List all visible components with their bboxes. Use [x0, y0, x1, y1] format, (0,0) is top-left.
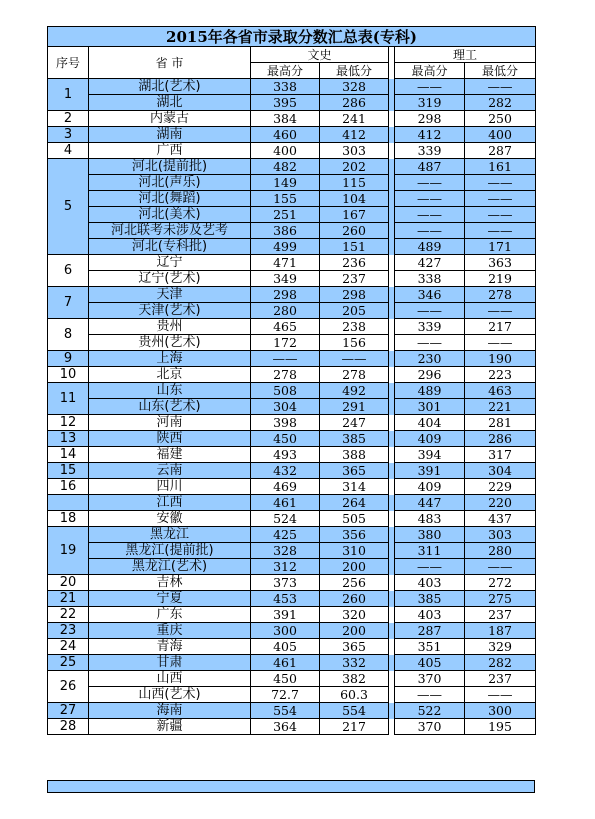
ligong-max: 385 — [395, 591, 465, 607]
wenshi-min: 238 — [320, 319, 389, 335]
table-body — [48, 79, 536, 735]
province-name: 江西 — [89, 495, 251, 511]
ligong-max: 394 — [395, 447, 465, 463]
province-name: 黑龙江 — [89, 527, 251, 543]
ligong-max: 409 — [395, 479, 465, 495]
wenshi-max: —— — [251, 351, 320, 367]
ligong-min: —— — [465, 175, 536, 191]
ligong-max: —— — [395, 335, 465, 351]
wenshi-max: 508 — [251, 383, 320, 399]
row-index: 6 — [48, 255, 89, 287]
wenshi-max: 278 — [251, 367, 320, 383]
ligong-max: 346 — [395, 287, 465, 303]
wenshi-max: 450 — [251, 431, 320, 447]
table-row — [48, 559, 536, 575]
ligong-min: —— — [465, 223, 536, 239]
row-index: 14 — [48, 447, 89, 463]
header-ligong: 理工 — [395, 47, 536, 63]
table-row — [48, 159, 536, 175]
wenshi-max: 524 — [251, 511, 320, 527]
wenshi-min: 388 — [320, 447, 389, 463]
wenshi-max: 398 — [251, 415, 320, 431]
wenshi-max: 425 — [251, 527, 320, 543]
wenshi-min: 256 — [320, 575, 389, 591]
ligong-min: —— — [465, 335, 536, 351]
wenshi-min: 202 — [320, 159, 389, 175]
table-row — [48, 335, 536, 351]
wenshi-min: 260 — [320, 591, 389, 607]
wenshi-min: 115 — [320, 175, 389, 191]
row-index: 22 — [48, 607, 89, 623]
score-table — [47, 26, 536, 735]
ligong-min: 195 — [465, 719, 536, 735]
province-name: 山西(艺术) — [89, 687, 251, 703]
ligong-min: 400 — [465, 127, 536, 143]
header-ligong-max: 最高分 — [395, 63, 465, 79]
ligong-max: 412 — [395, 127, 465, 143]
province-name: 福建 — [89, 447, 251, 463]
ligong-max: 404 — [395, 415, 465, 431]
row-index: 26 — [48, 671, 89, 703]
wenshi-min: 554 — [320, 703, 389, 719]
province-name: 山东 — [89, 383, 251, 399]
ligong-min: 300 — [465, 703, 536, 719]
ligong-min: —— — [465, 191, 536, 207]
ligong-max: 298 — [395, 111, 465, 127]
wenshi-max: 471 — [251, 255, 320, 271]
ligong-max: 296 — [395, 367, 465, 383]
province-name: 广东 — [89, 607, 251, 623]
ligong-min: 161 — [465, 159, 536, 175]
row-index: 21 — [48, 591, 89, 607]
wenshi-min: 264 — [320, 495, 389, 511]
ligong-min: 287 — [465, 143, 536, 159]
ligong-min: 219 — [465, 271, 536, 287]
province-name: 湖北 — [89, 95, 251, 111]
wenshi-min: 217 — [320, 719, 389, 735]
province-name: 青海 — [89, 639, 251, 655]
wenshi-max: 155 — [251, 191, 320, 207]
ligong-min: 286 — [465, 431, 536, 447]
ligong-max: —— — [395, 191, 465, 207]
wenshi-min: 310 — [320, 543, 389, 559]
ligong-min: 278 — [465, 287, 536, 303]
wenshi-max: 298 — [251, 287, 320, 303]
wenshi-min: 365 — [320, 463, 389, 479]
row-index: 1 — [48, 79, 89, 111]
row-index — [48, 495, 89, 511]
row-index: 12 — [48, 415, 89, 431]
ligong-min: 190 — [465, 351, 536, 367]
table-row — [48, 527, 536, 543]
row-index: 28 — [48, 719, 89, 735]
province-name: 湖南 — [89, 127, 251, 143]
ligong-min: 280 — [465, 543, 536, 559]
ligong-min: —— — [465, 303, 536, 319]
wenshi-max: 280 — [251, 303, 320, 319]
row-index: 2 — [48, 111, 89, 127]
wenshi-min: 260 — [320, 223, 389, 239]
province-name: 陕西 — [89, 431, 251, 447]
wenshi-min: 151 — [320, 239, 389, 255]
header-province: 省 市 — [89, 47, 251, 79]
table-row — [48, 447, 536, 463]
table-row — [48, 463, 536, 479]
table-row — [48, 79, 536, 95]
ligong-max: —— — [395, 207, 465, 223]
wenshi-max: 172 — [251, 335, 320, 351]
ligong-min: 220 — [465, 495, 536, 511]
ligong-max: 403 — [395, 575, 465, 591]
ligong-max: 338 — [395, 271, 465, 287]
row-index: 8 — [48, 319, 89, 351]
row-index: 23 — [48, 623, 89, 639]
wenshi-min: 332 — [320, 655, 389, 671]
ligong-min: 272 — [465, 575, 536, 591]
header-wenshi-max: 最高分 — [251, 63, 320, 79]
table-row — [48, 399, 536, 415]
ligong-min: 187 — [465, 623, 536, 639]
ligong-max: 427 — [395, 255, 465, 271]
wenshi-max: 499 — [251, 239, 320, 255]
ligong-max: 301 — [395, 399, 465, 415]
row-index: 13 — [48, 431, 89, 447]
province-name: 上海 — [89, 351, 251, 367]
ligong-min: 303 — [465, 527, 536, 543]
province-name: 黑龙江(提前批) — [89, 543, 251, 559]
table-row — [48, 687, 536, 703]
wenshi-min: 205 — [320, 303, 389, 319]
ligong-max: 319 — [395, 95, 465, 111]
province-name: 河北(提前批) — [89, 159, 251, 175]
province-name: 宁夏 — [89, 591, 251, 607]
wenshi-max: 300 — [251, 623, 320, 639]
wenshi-min: 167 — [320, 207, 389, 223]
row-index: 4 — [48, 143, 89, 159]
ligong-min: —— — [465, 207, 536, 223]
ligong-min: 317 — [465, 447, 536, 463]
ligong-max: —— — [395, 303, 465, 319]
row-index: 5 — [48, 159, 89, 255]
wenshi-min: 365 — [320, 639, 389, 655]
table-row — [48, 591, 536, 607]
wenshi-max: 554 — [251, 703, 320, 719]
ligong-max: 391 — [395, 463, 465, 479]
wenshi-max: 312 — [251, 559, 320, 575]
wenshi-max: 460 — [251, 127, 320, 143]
table-row — [48, 607, 536, 623]
province-name: 黑龙江(艺术) — [89, 559, 251, 575]
row-index: 11 — [48, 383, 89, 415]
ligong-max: 405 — [395, 655, 465, 671]
table-row — [48, 671, 536, 687]
table-row — [48, 511, 536, 527]
ligong-max: —— — [395, 79, 465, 95]
wenshi-min: 291 — [320, 399, 389, 415]
table-row — [48, 703, 536, 719]
table-row — [48, 623, 536, 639]
ligong-min: 275 — [465, 591, 536, 607]
header-wenshi-min: 最低分 — [320, 63, 389, 79]
wenshi-max: 461 — [251, 495, 320, 511]
ligong-min: 171 — [465, 239, 536, 255]
ligong-max: 351 — [395, 639, 465, 655]
row-index: 19 — [48, 527, 89, 575]
header-index: 序号 — [48, 47, 89, 79]
wenshi-max: 328 — [251, 543, 320, 559]
province-name: 河北(美术) — [89, 207, 251, 223]
ligong-min: 282 — [465, 95, 536, 111]
ligong-min: 250 — [465, 111, 536, 127]
wenshi-min: 356 — [320, 527, 389, 543]
table-title: 2015年各省市录取分数汇总表(专科) — [48, 27, 536, 47]
province-name: 云南 — [89, 463, 251, 479]
province-name: 四川 — [89, 479, 251, 495]
ligong-max: —— — [395, 175, 465, 191]
wenshi-max: 482 — [251, 159, 320, 175]
wenshi-min: 278 — [320, 367, 389, 383]
ligong-min: 363 — [465, 255, 536, 271]
wenshi-min: 320 — [320, 607, 389, 623]
wenshi-min: 303 — [320, 143, 389, 159]
table-row — [48, 271, 536, 287]
ligong-min: —— — [465, 79, 536, 95]
wenshi-max: 391 — [251, 607, 320, 623]
wenshi-min: 200 — [320, 623, 389, 639]
ligong-max: 370 — [395, 719, 465, 735]
ligong-max: 370 — [395, 671, 465, 687]
ligong-min: 304 — [465, 463, 536, 479]
table-row — [48, 207, 536, 223]
wenshi-max: 72.7 — [251, 687, 320, 703]
table-row — [48, 351, 536, 367]
wenshi-min: 200 — [320, 559, 389, 575]
ligong-max: 489 — [395, 239, 465, 255]
ligong-min: —— — [465, 687, 536, 703]
table-row — [48, 223, 536, 239]
province-name: 北京 — [89, 367, 251, 383]
wenshi-max: 349 — [251, 271, 320, 287]
province-name: 辽宁(艺术) — [89, 271, 251, 287]
row-index: 3 — [48, 127, 89, 143]
footer-band — [47, 780, 535, 793]
table-row — [48, 655, 536, 671]
province-name: 吉林 — [89, 575, 251, 591]
wenshi-max: 432 — [251, 463, 320, 479]
table-row — [48, 431, 536, 447]
ligong-max: —— — [395, 687, 465, 703]
table-row — [48, 287, 536, 303]
row-index: 15 — [48, 463, 89, 479]
ligong-max: 339 — [395, 319, 465, 335]
table-row — [48, 239, 536, 255]
ligong-min: 223 — [465, 367, 536, 383]
wenshi-max: 395 — [251, 95, 320, 111]
ligong-max: 487 — [395, 159, 465, 175]
wenshi-max: 461 — [251, 655, 320, 671]
wenshi-max: 304 — [251, 399, 320, 415]
ligong-min: 229 — [465, 479, 536, 495]
table-row — [48, 319, 536, 335]
ligong-max: 339 — [395, 143, 465, 159]
province-name: 甘肃 — [89, 655, 251, 671]
wenshi-min: 104 — [320, 191, 389, 207]
wenshi-min: —— — [320, 351, 389, 367]
province-name: 辽宁 — [89, 255, 251, 271]
wenshi-max: 450 — [251, 671, 320, 687]
header-ligong-min: 最低分 — [465, 63, 536, 79]
wenshi-min: 385 — [320, 431, 389, 447]
wenshi-max: 400 — [251, 143, 320, 159]
table-row — [48, 191, 536, 207]
ligong-min: 282 — [465, 655, 536, 671]
ligong-max: 403 — [395, 607, 465, 623]
ligong-min: —— — [465, 559, 536, 575]
ligong-min: 221 — [465, 399, 536, 415]
table-row — [48, 303, 536, 319]
ligong-min: 217 — [465, 319, 536, 335]
wenshi-max: 364 — [251, 719, 320, 735]
wenshi-min: 492 — [320, 383, 389, 399]
ligong-min: 237 — [465, 671, 536, 687]
province-name: 贵州 — [89, 319, 251, 335]
wenshi-min: 286 — [320, 95, 389, 111]
wenshi-max: 469 — [251, 479, 320, 495]
row-index: 18 — [48, 511, 89, 527]
ligong-min: 237 — [465, 607, 536, 623]
row-index: 9 — [48, 351, 89, 367]
province-name: 河北(声乐) — [89, 175, 251, 191]
ligong-max: 380 — [395, 527, 465, 543]
province-name: 湖北(艺术) — [89, 79, 251, 95]
province-name: 河北(舞蹈) — [89, 191, 251, 207]
table-row — [48, 255, 536, 271]
table-row — [48, 111, 536, 127]
wenshi-min: 60.3 — [320, 687, 389, 703]
wenshi-max: 149 — [251, 175, 320, 191]
row-index: 25 — [48, 655, 89, 671]
province-name: 天津(艺术) — [89, 303, 251, 319]
province-name: 河北(专科批) — [89, 239, 251, 255]
wenshi-min: 382 — [320, 671, 389, 687]
ligong-max: 447 — [395, 495, 465, 511]
ligong-max: 287 — [395, 623, 465, 639]
province-name: 安徽 — [89, 511, 251, 527]
table-row — [48, 95, 536, 111]
wenshi-max: 384 — [251, 111, 320, 127]
table-row — [48, 175, 536, 191]
wenshi-min: 247 — [320, 415, 389, 431]
wenshi-max: 251 — [251, 207, 320, 223]
ligong-max: 311 — [395, 543, 465, 559]
wenshi-min: 236 — [320, 255, 389, 271]
wenshi-max: 453 — [251, 591, 320, 607]
row-index: 27 — [48, 703, 89, 719]
wenshi-min: 241 — [320, 111, 389, 127]
wenshi-min: 237 — [320, 271, 389, 287]
table-row — [48, 543, 536, 559]
table-row — [48, 639, 536, 655]
row-index: 16 — [48, 479, 89, 495]
row-index: 10 — [48, 367, 89, 383]
wenshi-max: 465 — [251, 319, 320, 335]
ligong-max: —— — [395, 559, 465, 575]
table-row — [48, 127, 536, 143]
wenshi-min: 298 — [320, 287, 389, 303]
table-row — [48, 495, 536, 511]
ligong-max: 483 — [395, 511, 465, 527]
table-row — [48, 479, 536, 495]
province-name: 重庆 — [89, 623, 251, 639]
wenshi-min: 505 — [320, 511, 389, 527]
ligong-min: 463 — [465, 383, 536, 399]
ligong-max: 522 — [395, 703, 465, 719]
wenshi-max: 405 — [251, 639, 320, 655]
ligong-min: 437 — [465, 511, 536, 527]
province-name: 内蒙古 — [89, 111, 251, 127]
wenshi-max: 373 — [251, 575, 320, 591]
row-index: 24 — [48, 639, 89, 655]
province-name: 海南 — [89, 703, 251, 719]
ligong-max: 409 — [395, 431, 465, 447]
row-index: 7 — [48, 287, 89, 319]
table-row — [48, 415, 536, 431]
table-row — [48, 367, 536, 383]
header-wenshi: 文史 — [251, 47, 389, 63]
table-row — [48, 719, 536, 735]
ligong-max: —— — [395, 223, 465, 239]
wenshi-min: 156 — [320, 335, 389, 351]
wenshi-min: 412 — [320, 127, 389, 143]
wenshi-max: 386 — [251, 223, 320, 239]
ligong-min: 329 — [465, 639, 536, 655]
ligong-max: 230 — [395, 351, 465, 367]
wenshi-max: 338 — [251, 79, 320, 95]
province-name: 河北联考未涉及艺考 — [89, 223, 251, 239]
province-name: 山西 — [89, 671, 251, 687]
province-name: 天津 — [89, 287, 251, 303]
wenshi-min: 314 — [320, 479, 389, 495]
table-row — [48, 575, 536, 591]
ligong-min: 281 — [465, 415, 536, 431]
province-name: 贵州(艺术) — [89, 335, 251, 351]
province-name: 广西 — [89, 143, 251, 159]
province-name: 山东(艺术) — [89, 399, 251, 415]
ligong-max: 489 — [395, 383, 465, 399]
row-index: 20 — [48, 575, 89, 591]
table-row — [48, 383, 536, 399]
wenshi-max: 493 — [251, 447, 320, 463]
wenshi-min: 328 — [320, 79, 389, 95]
province-name: 新疆 — [89, 719, 251, 735]
table-row — [48, 143, 536, 159]
province-name: 河南 — [89, 415, 251, 431]
